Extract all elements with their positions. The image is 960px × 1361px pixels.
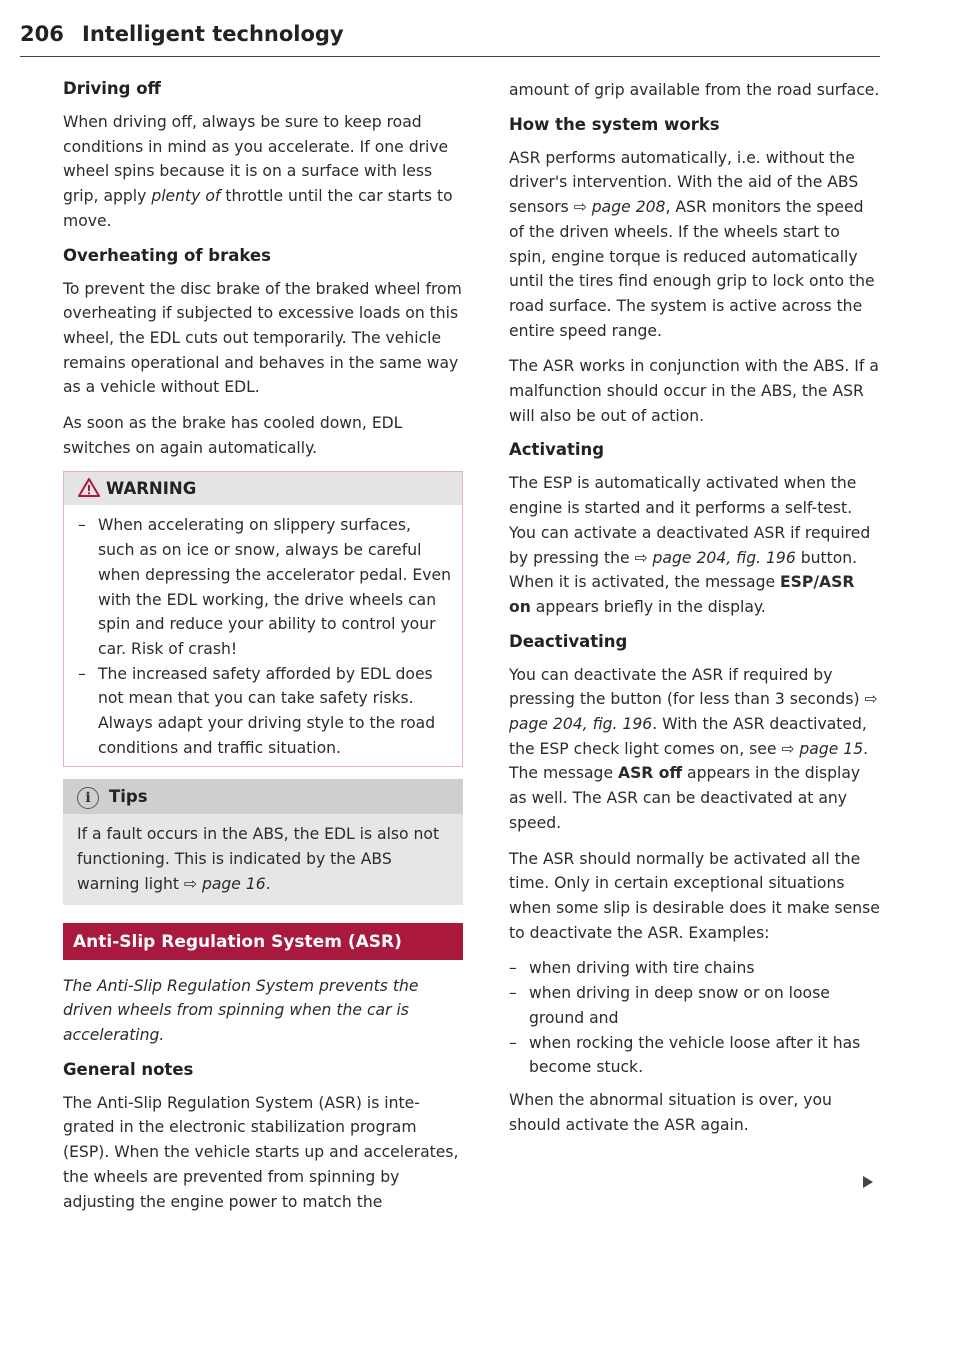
activating-heading: Activating xyxy=(509,440,605,460)
how-system-works-heading: How the system works xyxy=(509,114,720,134)
emphasis: plenty of xyxy=(151,187,221,206)
list-item: – when driving with tire chains xyxy=(509,956,881,981)
overheating-heading: Overheating of brakes xyxy=(63,245,271,265)
page-header xyxy=(20,20,880,57)
continue-arrow-icon xyxy=(863,1176,873,1188)
list-item: – when driving in deep snow or on loose ground and xyxy=(509,981,881,1030)
tips-box xyxy=(63,779,463,904)
driving-off-heading: Driving off xyxy=(63,79,161,98)
section-title: Intelligent technology xyxy=(82,22,344,46)
asr-section-banner: Anti-Slip Regulation System (ASR) xyxy=(63,923,463,960)
deactivating-heading: Deactivating xyxy=(509,631,628,651)
warning-item: – The increased safety afforded by EDL does not mean that you can take safety risks. Always adapt your driving style to the road conditions and traffic situation. xyxy=(78,662,452,761)
warning-triangle-icon xyxy=(78,478,100,497)
right-column xyxy=(509,78,881,1148)
tips-header xyxy=(63,779,463,814)
general-notes-text: The Anti-Slip Regulation System (ASR) is integrated in the electronic stabilization program (ESP). When the vehicle starts up and accelerates, the wheels are prevented from spinning by adjusting the engine power to match the xyxy=(63,1093,459,1211)
warning-box xyxy=(63,471,463,767)
display-message: ASR off xyxy=(618,764,683,783)
how-system-works-text-2: The ASR works in conjunction with the ABS. If a malfunction should occur in the ABS, the ASR will also be out of action. xyxy=(509,357,879,425)
warning-header xyxy=(64,472,462,505)
driving-off-text: When driving off, always be sure to keep road conditions in mind as you accelerate. If one drive wheel spins because it is on a surface with less grip, apply plenty of throttle until the car starts to move. xyxy=(63,113,453,230)
continued-text: amount of grip available from the road surface. xyxy=(509,81,880,99)
how-system-works-text: ASR performs automatically, i.e. without the driver's intervention. With the aid of the ABS sensors ⇨ page 208, ASR monitors the speed of the driven wheels. If the wheels start to spin, engine torque is reduced automatically until the tires find enough grip to lock onto the road surface. The system is active across the entire speed range. xyxy=(509,148,875,340)
warning-title: WARNING xyxy=(106,479,197,499)
warning-item: – When accelerating on slippery surfaces, such as on ice or snow, always be careful when depressing the accelerator pedal. Even with the EDL working, the drive wheels can spin and reduce your ability to control your car. Risk of crash! xyxy=(78,513,452,661)
display-message: ESP/ASR on xyxy=(509,573,855,616)
left-column xyxy=(63,78,463,1225)
page-reference-link[interactable]: ⇨ page 15 xyxy=(781,739,864,758)
general-notes-heading: General notes xyxy=(63,1059,194,1079)
activating-text: The ESP is automatically activated when the engine is started and it performs a self-test. You can activate a deactivated ASR if required by pressing the ⇨ page 204, fig. 196 button. When it is activated, the message ESP/ASR on appears briefly in the display. xyxy=(509,474,871,616)
deactivating-text-2: The ASR should normally be activated all the time. Only in certain exceptional situations when some slip is desirable does it make sense to deactivate the ASR. Examples: xyxy=(509,849,880,942)
asr-intro: The Anti-Slip Regulation System prevents the driven wheels from spinning when the car is accelerating. xyxy=(63,976,419,1044)
page-reference-link[interactable]: ⇨ page 16 xyxy=(183,874,266,893)
info-icon: i xyxy=(77,787,99,809)
page-reference-link[interactable]: ⇨ page 208 xyxy=(573,198,666,217)
deactivating-text-3: When the abnormal situation is over, you should activate the ASR again. xyxy=(509,1090,832,1134)
warning-list xyxy=(64,505,462,766)
tips-text: If a fault occurs in the ABS, the EDL is also not functioning. This is indicated by the ABS warning light ⇨ page 16. xyxy=(77,825,440,893)
tips-title: Tips xyxy=(109,787,148,807)
deactivating-text: You can deactivate the ASR if required by pressing the button (for less than 3 seconds) ⇨ page 204, fig. 196. With the ASR deactivated, the ESP check light comes on, see ⇨ page 15. The message ASR off appears in the display as well. The ASR can be deactivated at any speed. xyxy=(509,665,878,832)
page-reference-link[interactable]: ⇨ page 204, fig. 196 xyxy=(509,690,878,734)
overheating-text: To prevent the disc brake of the braked wheel from overheating if subjected to excessive loads on this wheel, the EDL cuts out temporarily. The vehicle remains operational and behaves in the same way as a vehicle without EDL. xyxy=(63,279,462,397)
overheating-text-2: As soon as the brake has cooled down, EDL switches on again automatically. xyxy=(63,414,403,457)
page-reference-link[interactable]: ⇨ page 204, fig. 196 xyxy=(634,548,796,567)
page-number: 206 xyxy=(20,22,64,46)
list-item: – when rocking the vehicle loose after it has become stuck. xyxy=(509,1031,881,1080)
examples-list xyxy=(509,956,881,1080)
